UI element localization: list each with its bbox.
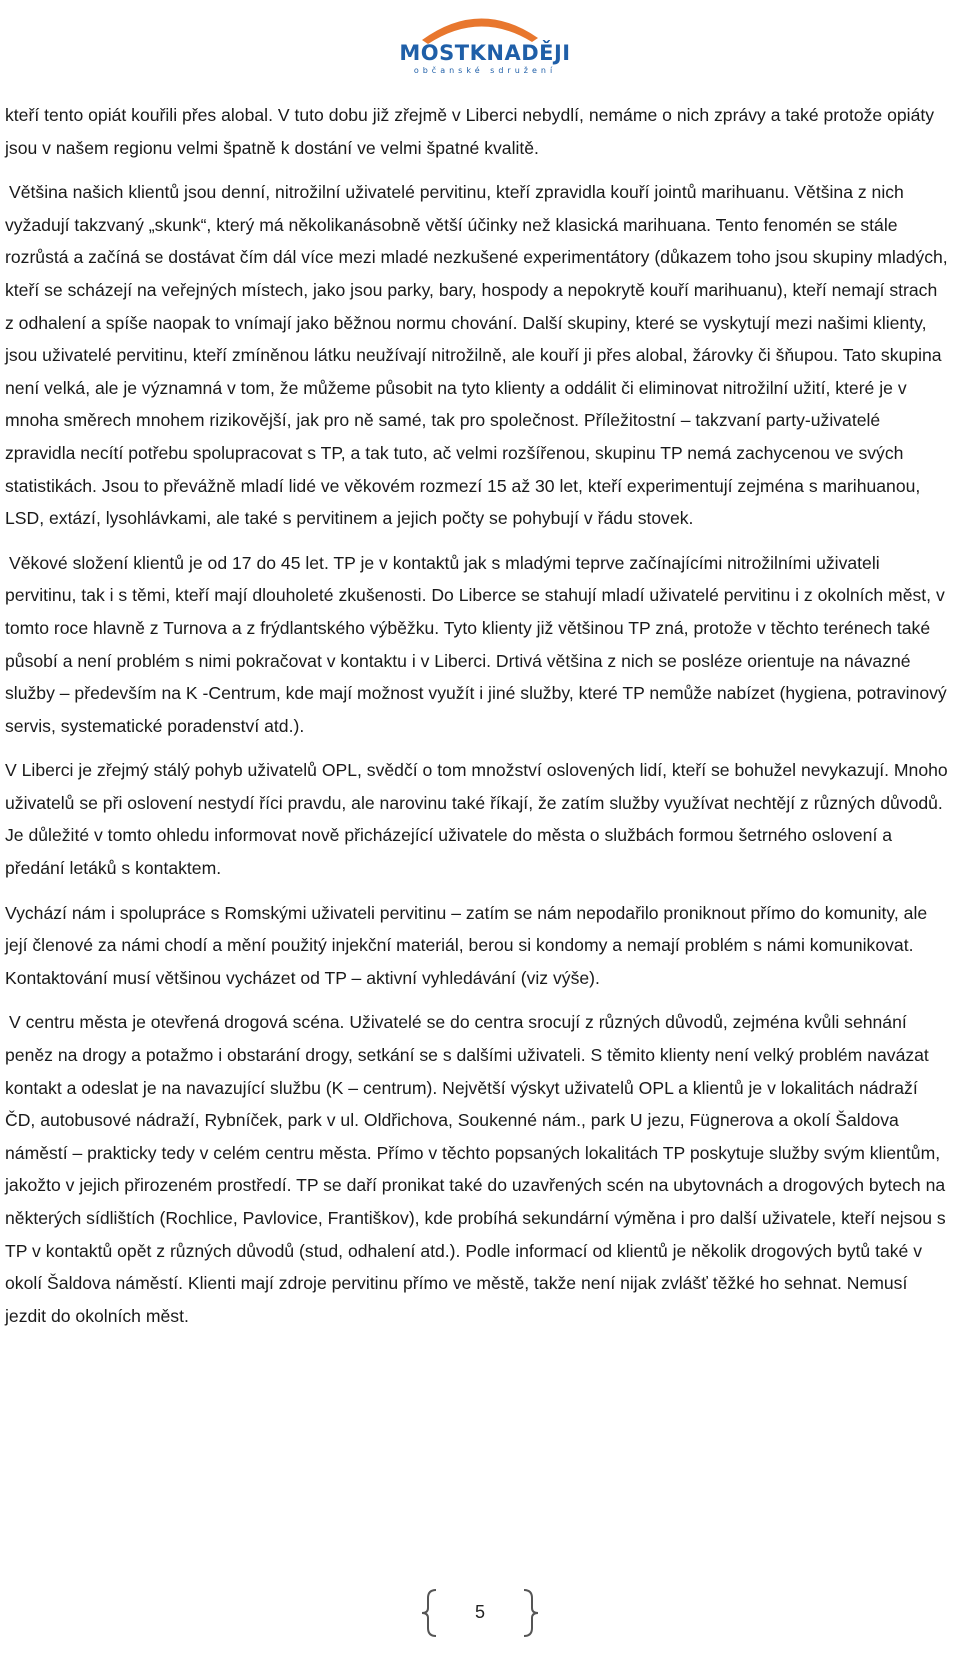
right-brace-icon [520,1588,540,1638]
logo-wordmark: MOSTKNADĚJI [399,41,571,65]
paragraph: Většina našich klientů jsou denní, nitrožilní uživatelé pervitinu, kteří zpravidla kouří jointů marihuanu. Většina z nich vyžadují takzvaný „skunk“, který má několikanásobně větší účinky než klasická marihuana. Tento fenomén se stále rozrůstá a začíná se dostávat čím dál více mezi mladé nezkušené experimentátory (důkazem toho jsou skupiny mladých, kteří se scházejí na veřejných místech, jako jsou parky, bary, hospody a nepokrytě kouří marihuanu), kteří nemají strach z odhalení a spíše naopak to vnímají jako běžnou normu chování. Další skupiny, které se vyskytují mezi našimi klienty, jsou uživatelé pervitinu, kteří zmíněnou látku neužívají nitrožilně, ale kouří ji přes alobal, žárovky či šňupou. Tato skupina není velká, ale je významná v tom, že můžeme působit na tyto klienty a oddálit či eliminovat nitrožilní užití, které je v mnoha směrech mnohem rizikovější, jak pro ně samé, tak pro společnost. Příležitostní – takzvaní party-uživatelé zpravidla necítí potřebu spolupracovat s TP, a tak tuto, ač velmi rozšířenou, skupinu TP nemá zachycenou ve svých statistikách. Jsou to převážně mladí lidé ve věkovém rozmezí 15 až 30 let, kteří experimentují zejména s marihuanou, LSD, extází, lysohlávkami, ale také s pervitinem a jejich počty se pohybují v řádu stovek. [5,182,948,529]
paragraph: V Liberci je zřejmý stálý pohyb uživatelů OPL, svědčí o tom množství oslovených lidí, kteří se bohužel nevykazují. Mnoho uživatelů se při oslovení nestydí říci pravdu, ale narovinu také říkají, že zatím služby využívat nechtějí z různých důvodů. Je důležité v tomto ohledu informovat nově přicházející uživatele do města o službách formou šetrného oslovení a předání letáků s kontaktem. [5,760,948,879]
page-footer [420,1588,540,1648]
paragraph: Vychází nám i spolupráce s Romskými uživateli pervitinu – zatím se nám nepodařilo proniknout přímo do komunity, ale její členové za námi chodí a mění použitý injekční materiál, berou si kondomy a nemají problém s námi komunikovat. Kontaktování musí většinou vycházet od TP – aktivní vyhledávání (viz výše). [5,902,928,988]
document-body [5,99,949,1332]
most-k-nadeji-logo [370,2,600,80]
logo-subtitle: občanské sdružení [413,66,557,75]
paragraph: kteří tento opiát kouřili přes alobal. V tuto dobu již zřejmě v Liberci nebydlí, nemáme o nich zprávy a také protože opiáty jsou v našem regionu velmi špatně k dostání ve velmi špatné kvalitě. [5,105,935,158]
paragraph: Věkové složení klientů je od 17 do 45 let. TP je v kontaktů jak s mladými teprve začínajícími nitrožilními uživateli pervitinu, tak i s těmi, kteří mají dlouholeté zkušenosti. Do Liberce se stahují mladí uživatelé pervitinu i z okolních měst, v tomto roce hlavně z Turnova a z frýdlantského výběžku. Tyto klienty již většinou TP zná, protože v těchto terénech také působí a není problém s nimi pokračovat v kontaktu i v Liberci. Drtivá většina z nich se posléze orientuje na návazné služby – především na K -Centrum, kde mají možnost využít i jiné služby, které TP nemůže nabízet (hygiena, potravinový servis, systematické poradenství atd.). [5,552,947,736]
paragraph: V centru města je otevřená drogová scéna. Uživatelé se do centra srocují z různých důvodů, zejména kvůli sehnání peněz na drogy a potažmo i obstarání drogy, setkání se s dalšími uživateli. S těmito klienty není velký problém navázat kontakt a odeslat je na navazující službu (K – centrum). Největší výskyt uživatelů OPL a klientů je v lokalitách nádraží ČD, autobusové nádraží, Rybníček, park v ul. Oldřichova, Soukenné nám., park U jezu, Fügnerova a okolí Šaldova náměstí – prakticky tedy v celém centru města. Přímo v těchto popsaných lokalitách TP poskytuje služby svým klientům, jakožto v jejich přirozeném prostředí. TP se daří pronikat také do uzavřených scén na ubytovnách a drogových bytech na některých sídlištích (Rochlice, Pavlovice, Františkov), kde probíhá sekundární výměna i pro další uživatele, kteří nejsou s TP v kontaktů opět z různých důvodů (stud, odhalení atd.). Podle informací od klientů je několik drogových bytů také v okolí Šaldova náměstí. Klienti mají zdroje pervitinu přímo ve městě, takže není nijak zvlášť těžké ho sehnat. Nemusí jezdit do okolních měst. [5,1012,946,1326]
page-number: 5 [474,1602,485,1622]
page-header [0,0,960,90]
